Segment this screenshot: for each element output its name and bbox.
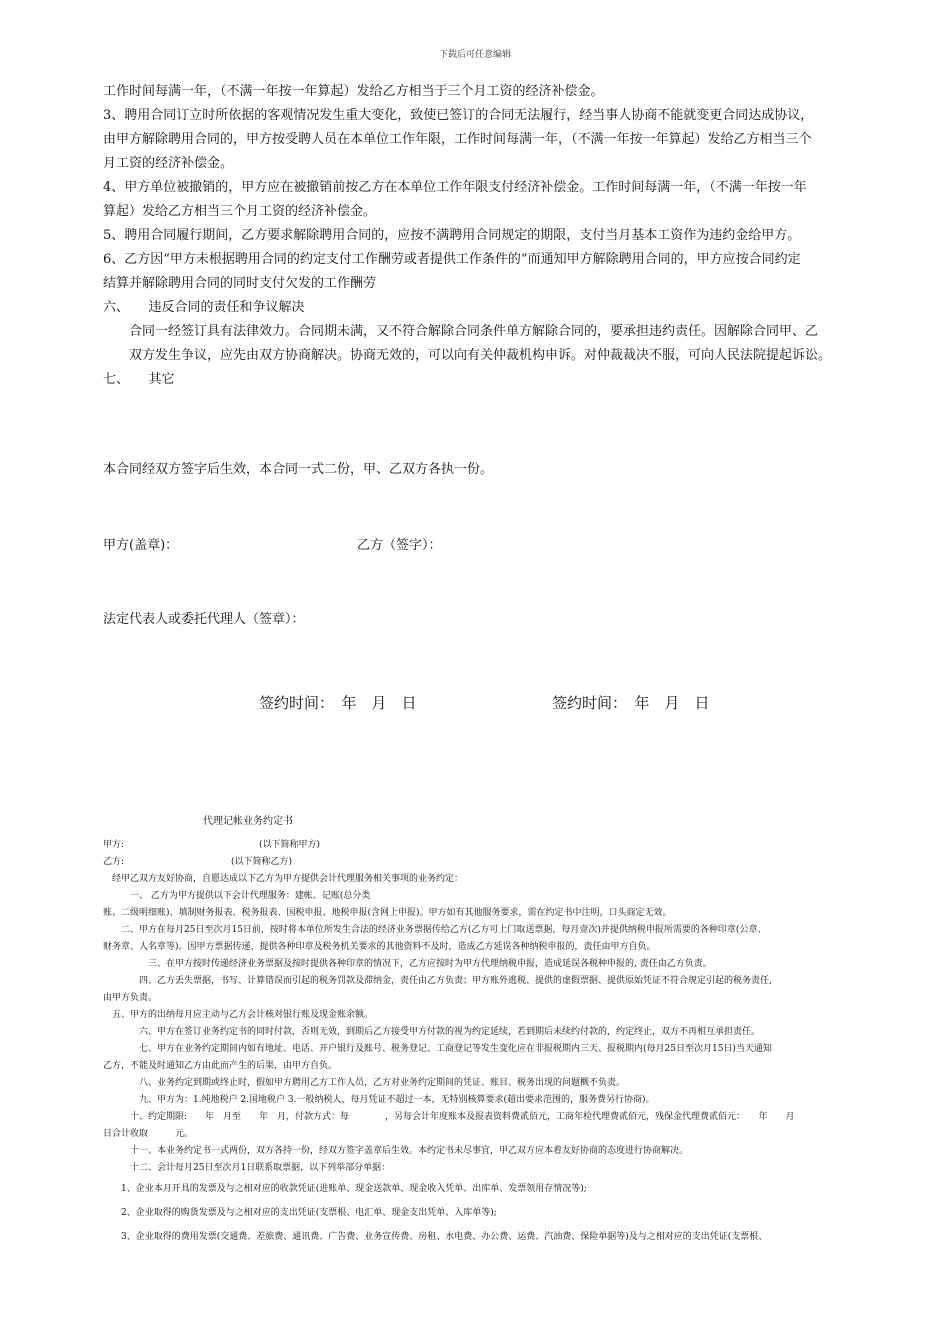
party-b-sign-label: 乙方（签字）： — [357, 538, 442, 553]
agreement-line: 账、二级明细账)、填制财务报表、税务报表、国税申报、地税申报(含网上申报)。甲方如有其他服务要求，需在约定书中注明，口头商定无效。 — [103, 908, 672, 918]
clause-line: 月工资的经济补偿金。 — [103, 156, 234, 171]
clause-line: 双方发生争议，应先由双方协商解决。协商无效的，可以向有关仲裁机构申诉。对仲裁裁决不服，可向人民法院提起诉讼。 — [129, 348, 832, 363]
agreement-line: 十、约定期限: 年 月至 年 月，付款方式：每 ，另每会计年度账本及报表资料费贰佰元，工商年检代理费贰佰元，残保金代理费贰佰元： 年 月 — [103, 1112, 795, 1122]
agreement-line: 四、乙方丢失票据，书写、计算错误而引起的税务罚款及滞纳金，责任由乙方负责；甲方账外逃税、提供的虚假票据、提供原始凭证不符合规定引起的税务责任, — [103, 976, 772, 986]
effective-clause: 本合同经双方签字后生效，本合同一式二份，甲、乙双方各执一份。 — [103, 462, 494, 477]
agreement-party-b-label: 乙方: — [103, 857, 125, 867]
party-a-seal-label: 甲方(盖章)： — [103, 538, 179, 553]
clause-line: 工作时间每满一年，（不满一年按一年算起）发给乙方相当于三个月工资的经济补偿金。 — [103, 84, 604, 99]
agreement-line: 二、甲方在每月25日至次月15日前，按时将本单位所发生合法的经济业务票据传给乙方(乙方可上门取送票据，每月壹次)并提供纳税申报所需要的各种印章(公章、 — [103, 925, 767, 935]
agreement-line: 七、甲方在业务约定期间内如有地址、电话、开户银行及账号、税务登记、工商登记等发生变化应在非报税期内三天、报税期内(每月25日至次月15日)当天通知 — [103, 1044, 772, 1054]
agreement-party-b-abbr: (以下简称乙方) — [231, 857, 293, 867]
clause-line: 算起）发给乙方相当三个月工资的经济补偿金。 — [103, 204, 377, 219]
agreement-line: 九、甲方为：1.纯地税户 2.国地税户 3.一般纳税人，每月凭证不超过一本，无特别核算要求(超出要求范围的，服务费另行协商)。 — [103, 1095, 655, 1105]
agreement-line: 3、企业取得的费用发票(交通费、差旅费、通讯费、广告费、业务宣传费、房租、水电费、办公费、运费、汽油费、保险单据等)及与之相对应的支出凭证(支票根、 — [103, 1232, 768, 1242]
agreement-line: 八、业务约定到期或终止时，假如甲方聘用乙方工作人员，乙方对业务约定期间的凭证、账目、税务出现的问题概不负责。 — [103, 1078, 626, 1088]
section-heading: 七、 其它 — [103, 372, 175, 387]
agreement-line: 乙方，不能及时通知乙方由此而产生的后果，由甲方自负。 — [103, 1061, 338, 1071]
clause-line: 结算并解除聘用合同的同时支付欠发的工作酬劳 — [103, 276, 377, 291]
clause-line: 6、乙方因“甲方未根据聘用合同的约定支付工作酬劳或者提供工作条件的”而通知甲方解除聘用合同的，甲方应按合同约定 — [103, 252, 801, 267]
section-heading: 六、 违反合同的责任和争议解决 — [103, 300, 305, 315]
sign-time-a: 签约时间： 年 月 日 — [259, 694, 417, 712]
agreement-line: 三、在甲方按时传递经济业务票据及按时提供各种印章的情况下，乙方应按时为甲方代理纳税申报，造成延误各税种申报的, 责任由乙方负责。 — [103, 959, 712, 969]
clause-line: 3、聘用合同订立时所依据的客观情况发生重大变化，致使已签订的合同无法履行，经当事人协商不能就变更合同达成协议， — [103, 108, 814, 123]
agreement-line: 日合计收取 元。 — [103, 1129, 194, 1139]
agreement-line: 财务章、人名章等)。因甲方票据传递、提供各种印章及税务机关要求的其他资料不及时，造成乙方延误各种纳税申报的，责任由甲方自负。 — [103, 942, 656, 952]
agreement-line: 1、企业本月开具的发票及与之相对应的收款凭证(进账单、现金送款单、现金收入凭单、出库单、发票领用存情况等); — [103, 1184, 587, 1194]
agreement-party-a-label: 甲方: — [103, 840, 125, 850]
agreement-line: 十二、会计每月25日至次月1日联系取票据，以下列举部分单据： — [103, 1163, 391, 1173]
agreement-line: 六、甲方在签订业务约定书的同时付款，否则无效，到期后乙方接受甲方付款的视为约定延续，若到期后未续约付款的，约定终止，双方不再相互承担责任。 — [103, 1027, 761, 1037]
agreement-line: 由甲方负责。 — [103, 993, 158, 1003]
agreement-line: 经甲乙双方友好协商，自愿达成以下乙方为甲方提供会计代理服务相关事项的业务约定： — [103, 874, 464, 884]
agreement-line: 2、企业取得的购货发票及与之相对应的支出凭证(支票根、电汇单、现金支出凭单、入库单等); — [103, 1208, 497, 1218]
page-header-note: 下载后可任意编辑 — [438, 50, 511, 60]
clause-line: 由甲方解除聘用合同的，甲方按受聘人员在本单位工作年限，工作时间每满一年，（不满一年按一年算起）发给乙方相当三个 — [103, 132, 812, 147]
agreement-title: 代理记帐业务约定书 — [203, 816, 293, 827]
clause-line: 5、聘用合同履行期间，乙方要求解除聘用合同的，应按不满聘用合同规定的期限，支付当月基本工资作为违约金给甲方。 — [103, 228, 801, 243]
clause-line: 4、甲方单位被撤销的，甲方应在被撤销前按乙方在本单位工作年限支付经济补偿金。工作时间每满一年，（不满一年按一年 — [103, 180, 807, 195]
agreement-line: 十一、本业务约定书一式两份，双方各持一份，经双方签字盖章后生效。本约定书未尽事宜，甲乙双方应本着友好协商的态度进行协商解决。 — [103, 1146, 689, 1156]
agreement-body — [103, 871, 863, 1246]
agreement-line: 五、甲方的出纳每月应主动与乙方会计核对银行账及现金账余额。 — [103, 1010, 374, 1020]
agreement-line: 一、 乙方为甲方提供以下会计代理服务：建帐、记账(总分类 — [103, 891, 371, 901]
agreement-party-a-abbr: (以下简称甲方) — [259, 840, 321, 850]
clause-line: 合同一经签订具有法律效力。合同期未满，又不符合解除合同条件单方解除合同的，要承担违约责任。因解除合同甲、乙 — [129, 324, 819, 339]
legal-rep-label: 法定代表人或委托代理人（签章）： — [103, 612, 305, 627]
sign-time-b: 签约时间： 年 月 日 — [552, 694, 710, 712]
contract-terms-block — [103, 80, 863, 392]
